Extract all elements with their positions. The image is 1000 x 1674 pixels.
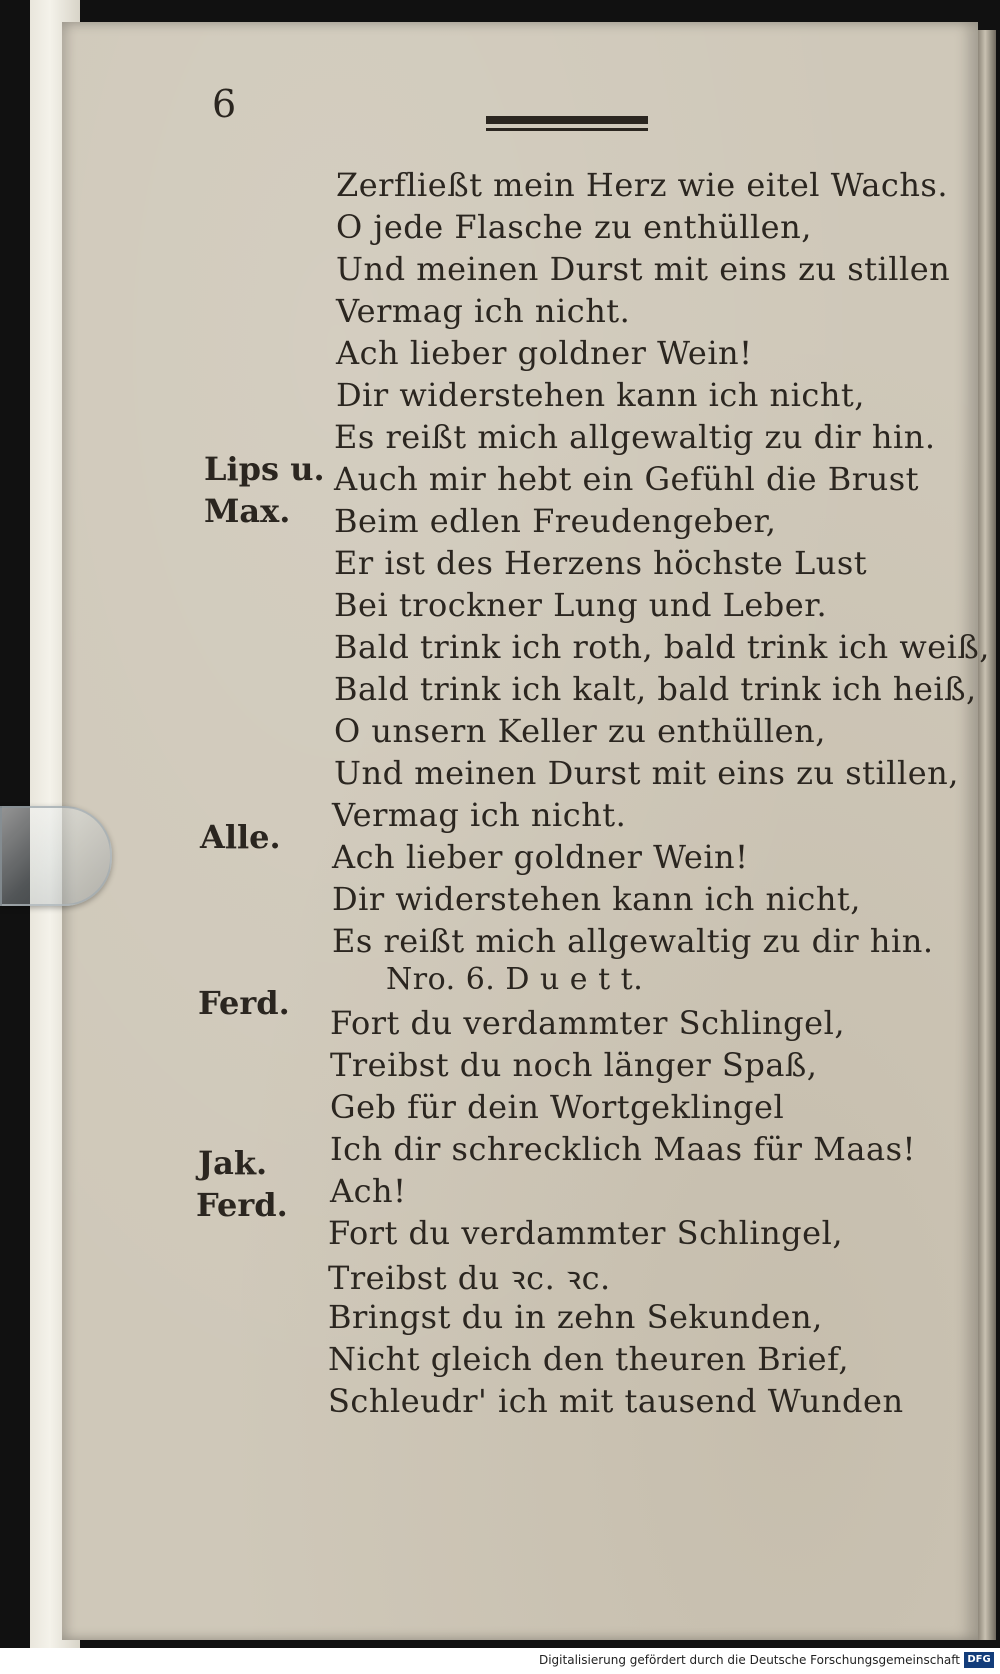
- verse-line: Ach lieber goldner Wein!: [336, 334, 753, 372]
- footer-credit-text: Digitalisierung gefördert durch die Deutsche Forschungsgemeinschaft: [538, 1653, 960, 1667]
- verse-line: Vermag ich nicht.: [336, 292, 631, 330]
- speaker-label: Ferd.: [196, 1186, 288, 1224]
- speaker-label: Max.: [204, 492, 291, 530]
- verse-line: O jede Flasche zu enthüllen,: [336, 208, 812, 246]
- verse-line: Fort du verdammter Schlingel,: [328, 1214, 843, 1252]
- section-heading: Nro. 6. D u e t t.: [386, 962, 644, 997]
- speaker-label: Jak.: [198, 1144, 268, 1182]
- verse-line: Und meinen Durst mit eins zu stillen,: [334, 754, 959, 792]
- verse-line: Geb für dein Wortgeklingel: [330, 1088, 785, 1126]
- page-clip: [0, 806, 112, 906]
- verse-line: Ach lieber goldner Wein!: [332, 838, 749, 876]
- verse-line: O unsern Keller zu enthüllen,: [334, 712, 826, 750]
- verse-line: Schleudr' ich mit tausend Wunden: [328, 1382, 904, 1420]
- header-rule: [486, 112, 648, 134]
- verse-line: Zerfließt mein Herz wie eitel Wachs.: [336, 166, 949, 204]
- verse-line: Bald trink ich roth, bald trink ich weiß,: [334, 628, 990, 666]
- speaker-label: Alle.: [200, 818, 281, 856]
- verse-line: Es reißt mich allgewaltig zu dir hin.: [334, 418, 936, 456]
- verse-line: Es reißt mich allgewaltig zu dir hin.: [332, 922, 934, 960]
- verse-line: Bald trink ich kalt, bald trink ich heiß,: [334, 670, 977, 708]
- verse-line: Auch mir hebt ein Gefühl die Brust: [334, 460, 919, 498]
- verse-line: Und meinen Durst mit eins zu stillen: [336, 250, 951, 288]
- header-rule-thin: [486, 128, 648, 131]
- verse-line: Bei trockner Lung und Leber.: [334, 586, 828, 624]
- verse-line: Treibst du ꝛc. ꝛc.: [328, 1259, 611, 1297]
- verse-line: Dir widerstehen kann ich nicht,: [332, 880, 861, 918]
- verse-line: Bringst du in zehn Sekunden,: [328, 1298, 823, 1336]
- verse-line: Dir widerstehen kann ich nicht,: [336, 376, 865, 414]
- header-rule-thick: [486, 116, 648, 124]
- book-binding-edge: [978, 30, 996, 1640]
- footer-bar: [0, 1648, 1000, 1674]
- verse-line: Nicht gleich den theuren Brief,: [328, 1340, 849, 1378]
- verse-line: Er ist des Herzens höchste Lust: [334, 544, 868, 582]
- verse-line: Vermag ich nicht.: [332, 796, 627, 834]
- page-number: 6: [212, 82, 237, 126]
- verse-line: Beim edlen Freudengeber,: [334, 502, 777, 540]
- verse-line: Ich dir schrecklich Maas für Maas!: [330, 1130, 916, 1168]
- verse-line: Ach!: [330, 1172, 407, 1210]
- speaker-label: Lips u.: [204, 450, 325, 488]
- verse-line: Fort du verdammter Schlingel,: [330, 1004, 845, 1042]
- speaker-label: Ferd.: [198, 984, 290, 1022]
- verse-line: Treibst du noch länger Spaß,: [330, 1046, 818, 1084]
- dfg-logo: DFG: [964, 1652, 994, 1668]
